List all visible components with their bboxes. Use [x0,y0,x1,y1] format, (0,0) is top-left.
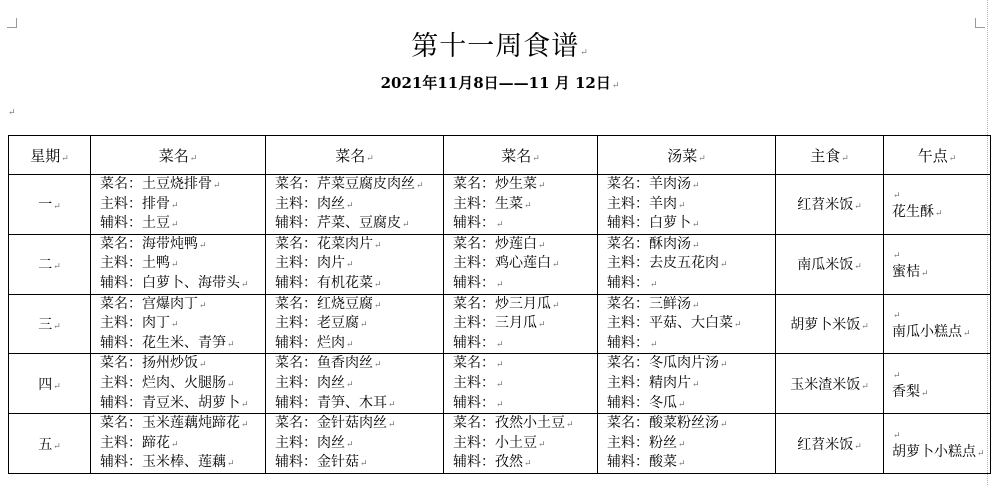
dish-main-ingredient: 主料：老豆腐↵ [275,315,368,332]
weekday-cell: 五↵ [9,414,91,474]
dish-side-ingredient: 辅料：↵ [607,274,658,291]
staple-cell: 红苕米饭↵ [776,175,884,235]
dish-cell [266,294,444,354]
snack-cell: ↵ 香梨↵ [884,354,991,414]
dish-main-ingredient: 主料：肉丝↵ [275,434,354,451]
dish-side-ingredient: 辅料：白萝卜、海带头↵ [100,274,249,291]
dish-name: 菜名：玉米莲藕炖蹄花↵ [100,415,249,432]
soup-cell [598,234,776,294]
dish-cell [266,414,444,474]
dish-main-ingredient: 主料：排骨↵ [100,195,179,212]
snack-cell: ↵ 花生酥↵ [884,175,991,235]
snack-cell: ↵ 南瓜小糕点↵ [884,294,991,354]
dish-main-ingredient: 主料：土鸭↵ [100,255,179,272]
dish-cell [91,414,266,474]
header-snack: 午点↵ [884,136,991,175]
dish-cell [444,354,598,414]
dish-side-ingredient: 辅料：酸菜↵ [607,454,686,471]
page-title: 第十一周食谱↵ [411,31,589,62]
dish-side-ingredient: 辅料：芹菜、豆腐皮↵ [275,215,410,232]
dish-name: 菜名：金针菇肉丝↵ [275,415,396,432]
dish-name: 菜名：↵ [453,355,504,372]
dish-name: 菜名：鱼香肉丝↵ [275,355,382,372]
dish-name: 菜名：花菜肉片↵ [275,235,382,252]
dish-main-ingredient: 主料：平菇、大白菜↵ [607,315,742,332]
dish-cell [266,234,444,294]
table-row [9,294,991,354]
dish-side-ingredient: 辅料：金针菇↵ [275,454,368,471]
dish-name: 菜名：炒三月瓜↵ [453,295,560,312]
dish-name: 菜名：炒莲白↵ [453,235,546,252]
dish-main-ingredient: 主料：去皮五花肉↵ [607,255,728,272]
dish-cell [444,234,598,294]
dish-main-ingredient: 主料：烂肉、火腿肠↵ [100,374,235,391]
dish-name: 菜名：芹菜豆腐皮肉丝↵ [275,176,424,192]
header-dish-1: 菜名↵ [91,136,266,175]
header-dish-2: 菜名↵ [266,136,444,175]
staple-cell: 胡萝卜米饭↵ [776,294,884,354]
staple-cell: 红苕米饭↵ [776,414,884,474]
dish-side-ingredient: 辅料：玉米棒、莲藕↵ [100,454,235,471]
staple-cell: 南瓜米饭↵ [776,234,884,294]
dish-side-ingredient: 辅料：↵ [453,215,504,232]
snack-cell: ↵ 胡萝卜小糕点↵ [884,414,991,474]
dish-side-ingredient: 辅料：有机花菜↵ [275,274,382,291]
table-row [9,175,991,235]
weekday-cell: 二↵ [9,234,91,294]
dish-name: 菜名：红烧豆腐↵ [275,295,382,312]
dish-main-ingredient: 主料：蹄花↵ [100,434,179,451]
dish-cell [444,414,598,474]
soup-cell [598,354,776,414]
dish-side-ingredient: 辅料：烂肉↵ [275,334,354,351]
dish-name: 菜名：孜然小土豆↵ [453,415,574,432]
staple-cell: 玉米渣米饭↵ [776,354,884,414]
menu-table [8,135,991,474]
dish-main-ingredient: 主料：肉丝↵ [275,195,354,212]
dish-cell [266,354,444,414]
dish-name: 菜名：羊肉汤↵ [607,176,700,192]
table-row [9,234,991,294]
dish-name: 菜名：冬瓜肉片汤↵ [607,355,728,372]
dish-cell [91,294,266,354]
header-weekday: 星期↵ [9,136,91,175]
dish-name: 菜名：酸菜粉丝汤↵ [607,415,728,432]
dish-main-ingredient: 主料：三月瓜↵ [453,315,546,332]
dish-name: 菜名：扬州炒饭↵ [100,355,207,372]
dish-side-ingredient: 辅料：土豆↵ [100,215,179,232]
dish-name: 菜名：宫爆肉丁↵ [100,295,207,312]
weekday-cell: 四↵ [9,354,91,414]
header-staple: 主食↵ [776,136,884,175]
table-row [9,354,991,414]
dish-name: 菜名：土豆烧排骨↵ [100,176,221,192]
empty-paragraph-mark: ↵ [8,108,16,118]
dish-side-ingredient: 辅料：↵ [607,334,658,351]
dish-main-ingredient: 主料：肉片↵ [275,255,354,272]
dish-side-ingredient: 辅料：花生米、青笋↵ [100,334,235,351]
dish-name: 菜名：酥肉汤↵ [607,235,700,252]
dish-side-ingredient: 辅料：↵ [453,334,504,351]
dish-main-ingredient: 主料：肉丝↵ [275,374,354,391]
dish-cell [91,234,266,294]
dish-main-ingredient: 主料：鸡心莲白↵ [453,255,560,272]
dish-main-ingredient: 主料：粉丝↵ [607,434,686,451]
dish-name: 菜名：炒生菜↵ [453,176,546,192]
header-row [9,136,991,175]
date-range: 2021年11月8日——11 月 12日↵ [380,74,620,92]
snack-cell: ↵ 蜜桔↵ [884,234,991,294]
dish-side-ingredient: 辅料：青笋、木耳↵ [275,394,396,411]
dish-cell [444,294,598,354]
dish-main-ingredient: 主料：↵ [453,374,504,391]
dish-cell [91,175,266,235]
dish-main-ingredient: 主料：生菜↵ [453,195,532,212]
dish-side-ingredient: 辅料：↵ [453,394,504,411]
soup-cell [598,294,776,354]
dish-side-ingredient: 辅料：孜然↵ [453,454,532,471]
soup-cell [598,175,776,235]
dish-name: 菜名：三鲜汤↵ [607,295,700,312]
header-dish-3: 菜名↵ [444,136,598,175]
soup-cell [598,414,776,474]
dish-main-ingredient: 主料：精肉片↵ [607,374,700,391]
dish-side-ingredient: 辅料：冬瓜↵ [607,394,686,411]
weekday-cell: 一↵ [9,175,91,235]
dish-cell [91,354,266,414]
dish-side-ingredient: 辅料：白萝卜↵ [607,215,700,232]
weekday-cell: 三↵ [9,294,91,354]
dish-cell [444,175,598,235]
dish-side-ingredient: 辅料：↵ [453,274,504,291]
dish-main-ingredient: 主料：肉丁↵ [100,315,179,332]
table-row [9,414,991,474]
header-soup: 汤菜↵ [598,136,776,175]
dish-side-ingredient: 辅料：青豆米、胡萝卜↵ [100,394,249,411]
dish-cell [266,175,444,235]
dish-main-ingredient: 主料：羊肉↵ [607,195,686,212]
dish-main-ingredient: 主料：小土豆↵ [453,434,546,451]
dish-name: 菜名：海带炖鸭↵ [100,235,207,252]
